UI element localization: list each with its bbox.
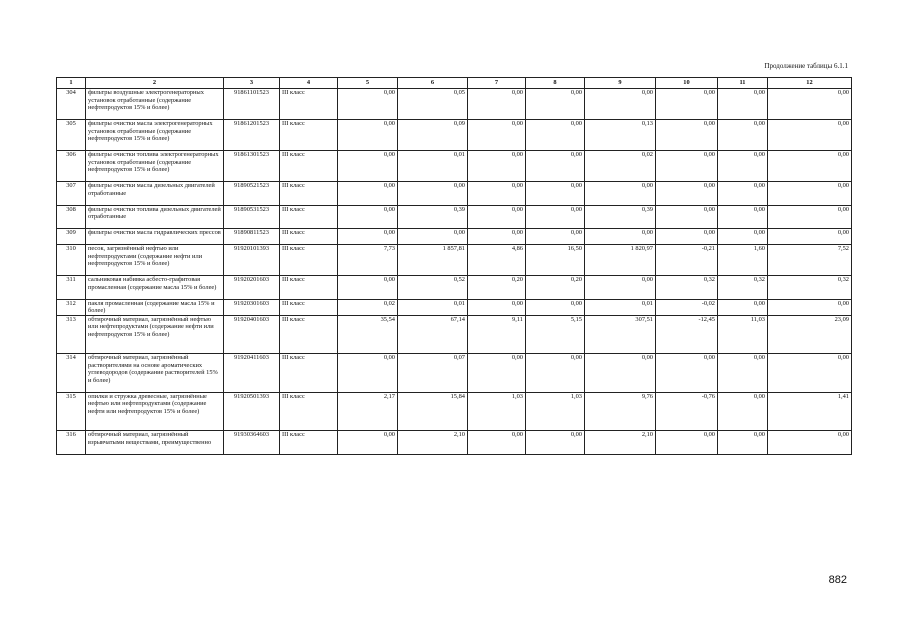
cell-col-3: 91861201523 (224, 120, 280, 151)
cell-col-9: 0,00 (585, 229, 656, 245)
cell-col-4: III класс (280, 120, 338, 151)
cell-col-5: 0,00 (338, 229, 398, 245)
cell-col-5: 0,00 (338, 431, 398, 455)
cell-col-12: 0,00 (768, 182, 852, 206)
cell-col-11: 0,00 (718, 182, 768, 206)
cell-col-9: 307,51 (585, 315, 656, 354)
cell-col-12: 1,41 (768, 392, 852, 431)
cell-col-11: 0,32 (718, 276, 768, 300)
cell-col-4: III класс (280, 354, 338, 393)
table-row (57, 431, 852, 455)
cell-col-4: III класс (280, 205, 338, 229)
cell-col-5: 0,00 (338, 151, 398, 182)
cell-col-4: III класс (280, 229, 338, 245)
cell-col-3: 91920401603 (224, 315, 280, 354)
cell-col-12: 7,52 (768, 245, 852, 276)
cell-col-7: 0,00 (468, 431, 526, 455)
column-header-4: 4 (280, 78, 338, 89)
cell-col-4: III класс (280, 392, 338, 431)
cell-col-9: 0,00 (585, 89, 656, 120)
column-header-5: 5 (338, 78, 398, 89)
cell-col-6: 15,84 (398, 392, 468, 431)
cell-col-6: 0,09 (398, 120, 468, 151)
cell-col-6: 0,00 (398, 229, 468, 245)
cell-col-10: -0,02 (656, 299, 718, 315)
table-row (57, 392, 852, 431)
cell-col-5: 35,54 (338, 315, 398, 354)
cell-col-8: 0,00 (526, 431, 585, 455)
cell-col-5: 0,00 (338, 276, 398, 300)
column-header-10: 10 (656, 78, 718, 89)
cell-col-4: III класс (280, 245, 338, 276)
cell-col-5: 0,00 (338, 120, 398, 151)
cell-col-12: 0,00 (768, 229, 852, 245)
page-number: 882 (828, 574, 847, 586)
cell-col-5: 2,17 (338, 392, 398, 431)
cell-col-10: 0,00 (656, 229, 718, 245)
cell-col-9: 9,76 (585, 392, 656, 431)
cell-col-6: 0,01 (398, 151, 468, 182)
cell-col-1: 310 (57, 245, 86, 276)
cell-col-12: 0,00 (768, 151, 852, 182)
cell-col-5: 0,00 (338, 89, 398, 120)
cell-col-10: 0,00 (656, 89, 718, 120)
cell-col-2: сальниковая набивка асбесто-графитовая промасленная (содержание масла 15% и более) (86, 276, 224, 300)
cell-col-10: 0,00 (656, 120, 718, 151)
cell-col-2: обтирочный материал, загрязнённый взрывчатыми веществами, преимущественно (86, 431, 224, 455)
cell-col-3: 91890811523 (224, 229, 280, 245)
cell-col-6: 0,01 (398, 299, 468, 315)
table-row (57, 315, 852, 354)
cell-col-7: 0,00 (468, 151, 526, 182)
cell-col-3: 91861101523 (224, 89, 280, 120)
cell-col-6: 0,00 (398, 182, 468, 206)
cell-col-6: 67,14 (398, 315, 468, 354)
cell-col-9: 0,02 (585, 151, 656, 182)
table-row (57, 182, 852, 206)
cell-col-6: 2,10 (398, 431, 468, 455)
cell-col-5: 7,73 (338, 245, 398, 276)
cell-col-4: III класс (280, 89, 338, 120)
column-header-12: 12 (768, 78, 852, 89)
cell-col-11: 0,00 (718, 120, 768, 151)
cell-col-2: обтирочный материал, загрязнённый растворителями на основе ароматических углеводородов (содержание растворителей 15% и более) (86, 354, 224, 393)
cell-col-7: 0,00 (468, 354, 526, 393)
cell-col-8: 0,00 (526, 354, 585, 393)
column-header-2: 2 (86, 78, 224, 89)
cell-col-6: 0,07 (398, 354, 468, 393)
cell-col-8: 5,15 (526, 315, 585, 354)
cell-col-12: 0,00 (768, 205, 852, 229)
header-row (57, 78, 852, 89)
column-header-7: 7 (468, 78, 526, 89)
cell-col-2: фильтры воздушные электрогенераторных установок отработанные (содержание нефтепродуктов 15% и более) (86, 89, 224, 120)
cell-col-12: 23,09 (768, 315, 852, 354)
cell-col-3: 91861301523 (224, 151, 280, 182)
column-header-1: 1 (57, 78, 86, 89)
cell-col-9: 0,01 (585, 299, 656, 315)
cell-col-3: 91920101393 (224, 245, 280, 276)
cell-col-3: 91890531523 (224, 205, 280, 229)
cell-col-11: 0,00 (718, 89, 768, 120)
cell-col-3: 91920201603 (224, 276, 280, 300)
cell-col-11: 0,00 (718, 354, 768, 393)
cell-col-8: 0,00 (526, 205, 585, 229)
cell-col-9: 0,00 (585, 354, 656, 393)
cell-col-10: 0,00 (656, 151, 718, 182)
cell-col-7: 0,00 (468, 182, 526, 206)
cell-col-11: 1,60 (718, 245, 768, 276)
cell-col-9: 0,13 (585, 120, 656, 151)
cell-col-7: 0,00 (468, 89, 526, 120)
column-header-3: 3 (224, 78, 280, 89)
cell-col-1: 306 (57, 151, 86, 182)
cell-col-1: 314 (57, 354, 86, 393)
data-table (56, 77, 852, 455)
cell-col-12: 0,00 (768, 120, 852, 151)
table-row (57, 276, 852, 300)
cell-col-3: 91920301603 (224, 299, 280, 315)
table-row (57, 151, 852, 182)
cell-col-6: 0,39 (398, 205, 468, 229)
cell-col-12: 0,00 (768, 89, 852, 120)
cell-col-12: 0,00 (768, 431, 852, 455)
cell-col-5: 0,00 (338, 182, 398, 206)
cell-col-8: 1,03 (526, 392, 585, 431)
table-body (57, 89, 852, 455)
cell-col-7: 0,00 (468, 120, 526, 151)
cell-col-10: -0,76 (656, 392, 718, 431)
table-row (57, 245, 852, 276)
cell-col-5: 0,00 (338, 354, 398, 393)
cell-col-5: 0,00 (338, 205, 398, 229)
table-row (57, 89, 852, 120)
cell-col-11: 0,00 (718, 151, 768, 182)
cell-col-2: фильтры очистки масла электрогенераторных установок отработанные (содержание нефтепродуктов 15% и более) (86, 120, 224, 151)
cell-col-8: 0,00 (526, 151, 585, 182)
cell-col-5: 0,02 (338, 299, 398, 315)
cell-col-10: -0,21 (656, 245, 718, 276)
cell-col-1: 316 (57, 431, 86, 455)
column-header-8: 8 (526, 78, 585, 89)
cell-col-3: 91920411603 (224, 354, 280, 393)
column-header-11: 11 (718, 78, 768, 89)
cell-col-10: 0,00 (656, 354, 718, 393)
cell-col-9: 1 820,97 (585, 245, 656, 276)
cell-col-6: 0,52 (398, 276, 468, 300)
cell-col-7: 0,00 (468, 229, 526, 245)
cell-col-10: 0,00 (656, 182, 718, 206)
cell-col-11: 0,00 (718, 229, 768, 245)
cell-col-2: песок, загрязнённый нефтью или нефтепродуктами (содержание нефти или нефтепродуктов 15% и более) (86, 245, 224, 276)
cell-col-1: 311 (57, 276, 86, 300)
column-header-9: 9 (585, 78, 656, 89)
cell-col-4: III класс (280, 151, 338, 182)
cell-col-8: 0,00 (526, 182, 585, 206)
cell-col-3: 91930364603 (224, 431, 280, 455)
cell-col-4: III класс (280, 431, 338, 455)
cell-col-6: 1 857,81 (398, 245, 468, 276)
cell-col-7: 9,11 (468, 315, 526, 354)
table-row (57, 205, 852, 229)
cell-col-10: -12,45 (656, 315, 718, 354)
cell-col-4: III класс (280, 182, 338, 206)
cell-col-2: фильтры очистки масла дизельных двигателей отработанные (86, 182, 224, 206)
cell-col-1: 307 (57, 182, 86, 206)
cell-col-12: 0,32 (768, 276, 852, 300)
cell-col-10: 0,00 (656, 205, 718, 229)
cell-col-3: 91920501393 (224, 392, 280, 431)
cell-col-12: 0,00 (768, 354, 852, 393)
cell-col-1: 315 (57, 392, 86, 431)
cell-col-7: 1,03 (468, 392, 526, 431)
cell-col-1: 309 (57, 229, 86, 245)
cell-col-8: 0,00 (526, 120, 585, 151)
cell-col-1: 304 (57, 89, 86, 120)
cell-col-8: 16,50 (526, 245, 585, 276)
cell-col-4: III класс (280, 299, 338, 315)
cell-col-1: 308 (57, 205, 86, 229)
cell-col-2: фильтры очистки топлива электрогенераторных установок отработанные (содержание нефтепродуктов 15% и более) (86, 151, 224, 182)
cell-col-9: 0,39 (585, 205, 656, 229)
cell-col-4: III класс (280, 315, 338, 354)
cell-col-9: 0,00 (585, 276, 656, 300)
cell-col-2: фильтры очистки масла гидравлических прессов (86, 229, 224, 245)
cell-col-8: 0,20 (526, 276, 585, 300)
column-header-6: 6 (398, 78, 468, 89)
table-caption: Продолжение таблицы 6.1.1 (764, 62, 848, 70)
cell-col-11: 0,00 (718, 299, 768, 315)
cell-col-3: 91890521523 (224, 182, 280, 206)
cell-col-10: 0,00 (656, 431, 718, 455)
cell-col-1: 312 (57, 299, 86, 315)
cell-col-8: 0,00 (526, 299, 585, 315)
table-row (57, 299, 852, 315)
table-row (57, 120, 852, 151)
cell-col-6: 0,05 (398, 89, 468, 120)
table-row (57, 354, 852, 393)
cell-col-11: 0,00 (718, 205, 768, 229)
cell-col-2: фильтры очистки топлива дизельных двигателей отработанные (86, 205, 224, 229)
cell-col-12: 0,00 (768, 299, 852, 315)
cell-col-2: обтирочный материал, загрязнённый нефтью или нефтепродуктами (содержание нефти или нефтепродуктов 15% и более) (86, 315, 224, 354)
cell-col-7: 0,20 (468, 276, 526, 300)
cell-col-2: пакля промасленная (содержание масла 15% и более) (86, 299, 224, 315)
cell-col-11: 11,03 (718, 315, 768, 354)
cell-col-7: 0,00 (468, 299, 526, 315)
cell-col-8: 0,00 (526, 229, 585, 245)
cell-col-10: 0,32 (656, 276, 718, 300)
cell-col-11: 0,00 (718, 392, 768, 431)
cell-col-7: 4,86 (468, 245, 526, 276)
cell-col-9: 2,10 (585, 431, 656, 455)
cell-col-4: III класс (280, 276, 338, 300)
cell-col-2: опилки и стружка древесные, загрязнённые нефтью или нефтепродуктами (содержание нефти или нефтепродуктов 15% и более) (86, 392, 224, 431)
cell-col-1: 305 (57, 120, 86, 151)
cell-col-7: 0,00 (468, 205, 526, 229)
cell-col-1: 313 (57, 315, 86, 354)
table-row (57, 229, 852, 245)
cell-col-9: 0,00 (585, 182, 656, 206)
cell-col-8: 0,00 (526, 89, 585, 120)
cell-col-11: 0,00 (718, 431, 768, 455)
